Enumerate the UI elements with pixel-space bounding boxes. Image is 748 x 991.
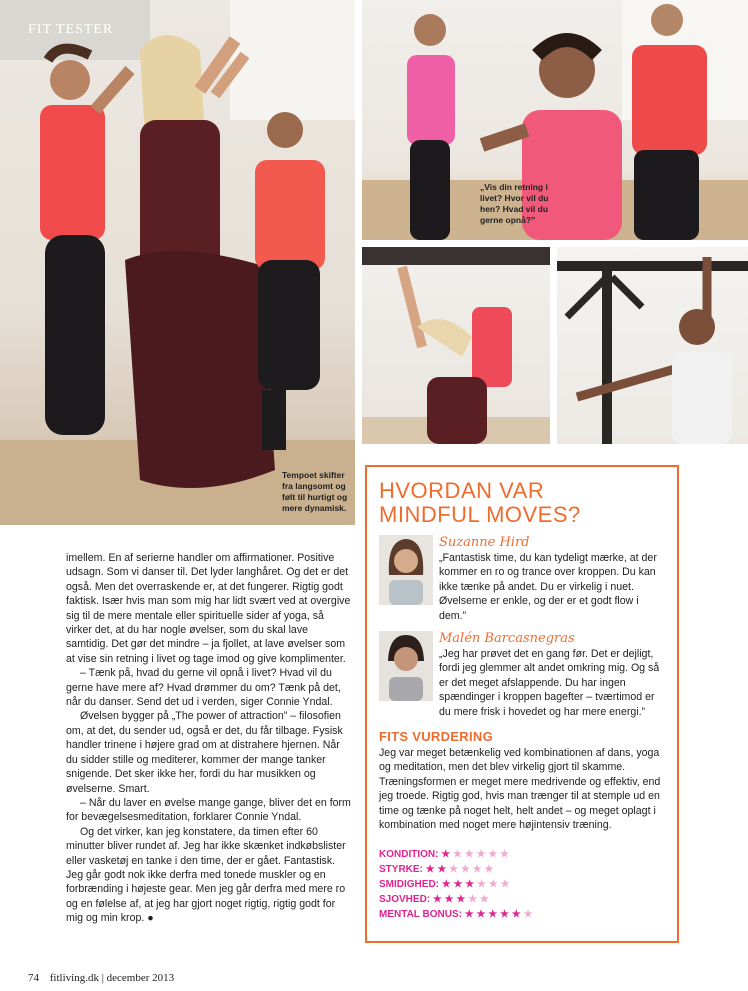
box-title [379,479,665,527]
avatar [379,535,433,605]
body-paragraph: Øvelsen bygger på „The power of attraction” – filosofien om, at det, du sender ud, også er det, du får tilbage. Fysisk handler trinene i højere grad om at distrahere hjernen. Når du sidder stille og mediterer, kommer der mange tanker snigende. Det sker ikke her, fordi du har musikken og øvelserne. Smart. [66,710,343,795]
star-filled-icon: ★ [425,863,438,875]
star-filled-icon: ★ [453,878,466,890]
star-empty-icon: ★ [460,863,473,875]
box-title-line: HVORDAN VAR [379,478,545,503]
rating-row [379,877,665,892]
review-box [365,465,679,943]
rating-label: STYRKE: [379,863,426,875]
site-name: fitliving.dk [49,972,99,984]
star-empty-icon: ★ [500,878,510,890]
testimonial [379,631,665,719]
issue-date: december 2013 [106,972,175,984]
star-filled-icon: ★ [432,893,445,905]
star-filled-icon: ★ [500,908,512,920]
star-filled-icon: ★ [511,908,524,920]
jump-photo [362,247,550,444]
testimonial-name: Malén Barcasnegras [439,631,575,647]
photo-caption-quote: „Vis din retning i livet? Hvor vil du hen? Hvad vil du gerne opnå?” [480,182,549,225]
star-filled-icon: ★ [437,863,450,875]
star-filled-icon: ★ [476,908,489,920]
rating-row [379,862,665,877]
body-paragraph: – Når du laver en øvelse mange gange, bliver det en form for bevægelsesmeditation, forklarer Connie Yndal. [66,796,351,824]
star-filled-icon: ★ [464,908,477,920]
solo-photo [557,247,748,444]
testimonial-text: „Fantastisk time, du kan tydeligt mærke, at der kommer en ro og trance over kroppen. Du kan ikke tænke på andet. Du er virkelig i nuet. Øvelserne er enkle, og der er et godt flow i dem.” [439,552,657,622]
star-empty-icon: ★ [449,863,461,875]
star-empty-icon: ★ [477,878,489,890]
star-filled-icon: ★ [488,908,500,920]
page-footer [28,972,174,984]
star-filled-icon: ★ [441,848,453,860]
star-empty-icon: ★ [468,893,480,905]
portrait-image [379,535,433,605]
ratings-list [379,847,665,922]
jumping-dancer-illustration [362,247,550,444]
rating-label: SMIDIGHED: [379,878,442,890]
body-paragraph: – Tænk på, hvad du gerne vil opnå i livet? Hvad vil du gerne have mere af? Hvad drømmer du om? Tænk på det, når du danser. Send det ud i verden, siger Connie Yndal. [66,667,341,709]
avatar [379,631,433,701]
dancers-illustration [0,0,355,525]
testimonial-name: Suzanne Hird [439,535,530,550]
body-paragraph: imellem. En af serierne handler om affirmationer. Positive udsagn. Som vi danser til. Det lyder langhåret. Og det er det også. Men det overraskende er, at det fungerer. Rigtig godt faktisk. Især hvis man som mig har lidt svært ved at overgive sig til de mere mentale eller spirituelle sider af yoga, så virker det, at du har nogle øvelser, som du skal lave samtidig. Det gør det mindre – ja fjollet, at lave øvelser som at vise sin retning i livet og tage imod og give komplimenter. [66,552,351,665]
star-filled-icon: ★ [441,878,454,890]
section-label: FIT TESTER [28,22,114,37]
fits-title: FITS VURDERING [379,729,493,745]
hero-photo [0,0,355,525]
star-empty-icon: ★ [472,863,485,875]
rating-label: MENTAL BONUS: [379,908,465,920]
star-empty-icon: ★ [523,908,533,920]
rating-label: SJOVHED: [379,893,433,905]
rating-row [379,847,665,862]
testimonial-text: „Jeg har prøvet det en gang før. Det er dejligt, fordi jeg glemmer alt andet omkring mig. Og så er det meget afslappende. Du har ingen spændinger i kroppen bagefter – tværtimod er du mere frisk i hovedet og har mere energi.” [439,648,660,718]
page-number: 74 [28,972,39,984]
group-photo [362,0,748,240]
star-empty-icon: ★ [476,848,489,860]
star-empty-icon: ★ [479,893,489,905]
star-empty-icon: ★ [499,848,509,860]
star-empty-icon: ★ [464,848,477,860]
star-empty-icon: ★ [488,878,501,890]
rating-row [379,907,665,922]
beam-dancer-illustration [557,247,748,444]
testimonial [379,535,665,623]
star-filled-icon: ★ [465,878,478,890]
photo-caption: Tempoet skifter fra langsomt og følt til hurtigt og mere dynamisk. [282,470,348,513]
star-empty-icon: ★ [484,863,494,875]
footer-separator: | [101,972,104,984]
fits-text: Jeg var meget betænkelig ved kombinationen af dans, yoga og meditation, men det blev virkelig gjort til skamme. Træningsformen er meget mere medrivende og effektiv, end jeg troede. Rigtig god, hvis man trænger til at stemple ud en time og tænke på noget helt, helt andet – og meget oplagt i kombination med noget mere højintensiv træning. [379,747,661,832]
body-paragraph: Og det virker, kan jeg konstatere, da timen efter 60 minutter bliver rundet af. Jeg har ikke skænket indkøbslister eller vasketøj en tanke i den time, der er gået. Fantastisk. Jeg går godt nok ikke derfra med tonede muskler og en forbrænding i højeste gear. Men jeg går derfra med mere ro og en følelse af, at jeg har gjort noget rigtig, rigtig godt for mig og min krop. ● [66,825,346,925]
rating-row [379,892,665,907]
portrait-image [379,631,433,701]
article-body [66,551,352,926]
star-filled-icon: ★ [456,893,469,905]
rating-label: KONDITION: [379,848,442,860]
star-empty-icon: ★ [488,848,500,860]
star-empty-icon: ★ [452,848,465,860]
box-title-line: MINDFUL MOVES? [379,502,581,527]
star-filled-icon: ★ [444,893,457,905]
